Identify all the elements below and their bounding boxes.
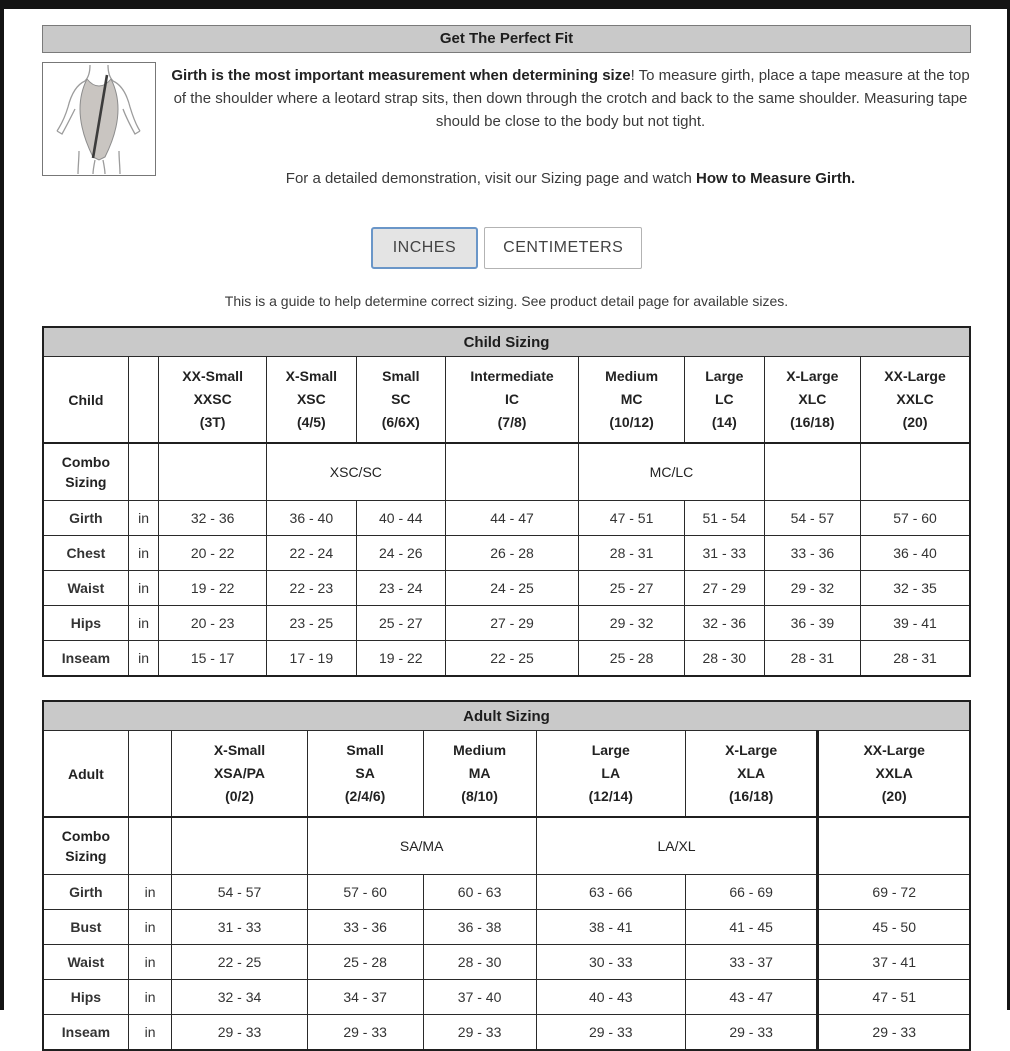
size-range-cell: 34 - 37 (307, 980, 423, 1015)
size-range-cell: 24 - 26 (356, 536, 445, 571)
combo-size-cell: SA/MA (307, 817, 536, 875)
size-range-cell: 39 - 41 (861, 606, 970, 641)
size-range-cell: 51 - 54 (684, 501, 764, 536)
girth-instructions-body: ! To measure girth, place a tape measure at the top of the shoulder where a leotard strap sits, then down through the crotch and back to the same shoulder. Measuring tape should be close to the body but not tight. (173, 67, 970, 130)
combo-unit-cell (128, 443, 159, 501)
unit-cell: in (128, 571, 159, 606)
size-column-header: Medium MC (10/12) (579, 357, 685, 444)
unit-cell: in (128, 875, 172, 910)
size-range-cell: 27 - 29 (684, 571, 764, 606)
measurement-label: Chest (43, 536, 128, 571)
measurement-label: Waist (43, 571, 128, 606)
size-range-cell: 29 - 33 (172, 1015, 307, 1051)
combo-size-cell (764, 443, 860, 501)
size-column-header: X-Large XLC (16/18) (764, 357, 860, 444)
size-range-cell: 37 - 41 (818, 945, 970, 980)
size-range-cell: 31 - 33 (172, 910, 307, 945)
size-range-cell: 37 - 40 (423, 980, 536, 1015)
size-range-cell: 36 - 38 (423, 910, 536, 945)
size-range-cell: 29 - 33 (818, 1015, 970, 1051)
girth-instructions-bold: Girth is the most important measurement when determining size (171, 67, 631, 84)
size-column-header: X-Large XLA (16/18) (685, 731, 818, 818)
unit-cell: in (128, 910, 172, 945)
combo-size-cell: XSC/SC (266, 443, 445, 501)
size-range-cell: 29 - 33 (307, 1015, 423, 1051)
size-range-cell: 23 - 25 (266, 606, 356, 641)
combo-sizing-label: Combo Sizing (43, 443, 128, 501)
size-range-cell: 25 - 27 (579, 571, 685, 606)
combo-sizing-label: Combo Sizing (43, 817, 128, 875)
unit-cell: in (128, 641, 159, 677)
demo-line-bold: How to Measure Girth. (696, 170, 856, 187)
measurement-row (43, 945, 970, 980)
size-range-cell: 29 - 32 (579, 606, 685, 641)
unit-cell: in (128, 501, 159, 536)
measurement-label: Girth (43, 875, 128, 910)
girth-instructions (170, 64, 971, 133)
measurement-row (43, 980, 970, 1015)
table-corner-label: Child (43, 357, 128, 444)
leotard-girth-icon (43, 63, 155, 175)
size-range-cell: 29 - 33 (423, 1015, 536, 1051)
measurement-label: Waist (43, 945, 128, 980)
size-column-header: XX-Large XXLA (20) (818, 731, 970, 818)
combo-size-cell (818, 817, 970, 875)
size-range-cell: 27 - 29 (445, 606, 578, 641)
measurement-row (43, 606, 970, 641)
size-range-cell: 38 - 41 (536, 910, 685, 945)
size-range-cell: 32 - 34 (172, 980, 307, 1015)
unit-cell: in (128, 536, 159, 571)
size-range-cell: 54 - 57 (764, 501, 860, 536)
measurement-row (43, 875, 970, 910)
size-range-cell: 28 - 30 (684, 641, 764, 677)
size-range-cell: 29 - 33 (536, 1015, 685, 1051)
measurement-row (43, 641, 970, 677)
size-column-header: Medium MA (8/10) (423, 731, 536, 818)
table-title: Adult Sizing (43, 701, 970, 731)
page-title: Get The Perfect Fit (42, 25, 971, 53)
size-range-cell: 32 - 35 (861, 571, 970, 606)
size-range-cell: 20 - 22 (159, 536, 267, 571)
size-range-cell: 57 - 60 (861, 501, 970, 536)
unit-column-header (128, 357, 159, 444)
size-range-cell: 69 - 72 (818, 875, 970, 910)
centimeters-button[interactable]: CENTIMETERS (484, 227, 642, 269)
size-range-cell: 36 - 39 (764, 606, 860, 641)
size-range-cell: 41 - 45 (685, 910, 818, 945)
inches-button[interactable]: INCHES (371, 227, 478, 269)
size-range-cell: 28 - 31 (764, 641, 860, 677)
demo-line (170, 167, 971, 190)
unit-cell: in (128, 606, 159, 641)
size-range-cell: 29 - 32 (764, 571, 860, 606)
size-range-cell: 23 - 24 (356, 571, 445, 606)
unit-cell: in (128, 945, 172, 980)
unit-column-header (128, 731, 172, 818)
size-range-cell: 54 - 57 (172, 875, 307, 910)
size-range-cell: 36 - 40 (266, 501, 356, 536)
measurement-row (43, 910, 970, 945)
size-range-cell: 15 - 17 (159, 641, 267, 677)
child-sizing-table (42, 326, 971, 677)
adult-sizing-table (42, 700, 971, 1051)
size-range-cell: 57 - 60 (307, 875, 423, 910)
size-range-cell: 22 - 23 (266, 571, 356, 606)
size-range-cell: 25 - 28 (579, 641, 685, 677)
intro-section (42, 62, 971, 190)
size-range-cell: 60 - 63 (423, 875, 536, 910)
size-column-header: X-Small XSA/PA (0/2) (172, 731, 307, 818)
size-range-cell: 33 - 36 (764, 536, 860, 571)
measurement-row (43, 536, 970, 571)
size-guide-page (4, 9, 1007, 1040)
table-corner-label: Adult (43, 731, 128, 818)
combo-size-cell (159, 443, 267, 501)
measurement-label: Hips (43, 980, 128, 1015)
size-column-header: Large LC (14) (684, 357, 764, 444)
measurement-label: Inseam (43, 641, 128, 677)
size-range-cell: 26 - 28 (445, 536, 578, 571)
size-range-cell: 20 - 23 (159, 606, 267, 641)
child-sizing-table-container (42, 326, 971, 677)
combo-size-cell: LA/XL (536, 817, 818, 875)
combo-size-cell (445, 443, 578, 501)
size-range-cell: 28 - 31 (579, 536, 685, 571)
size-column-header: XX-Small XXSC (3T) (159, 357, 267, 444)
size-range-cell: 28 - 31 (861, 641, 970, 677)
size-range-cell: 45 - 50 (818, 910, 970, 945)
measurement-row (43, 1015, 970, 1051)
size-range-cell: 22 - 25 (172, 945, 307, 980)
combo-size-cell: MC/LC (579, 443, 764, 501)
measurement-label: Hips (43, 606, 128, 641)
size-range-cell: 24 - 25 (445, 571, 578, 606)
size-range-cell: 19 - 22 (356, 641, 445, 677)
combo-unit-cell (128, 817, 172, 875)
size-range-cell: 44 - 47 (445, 501, 578, 536)
unit-cell: in (128, 1015, 172, 1051)
size-column-header: Large LA (12/14) (536, 731, 685, 818)
measurement-row (43, 571, 970, 606)
measurement-label: Inseam (43, 1015, 128, 1051)
demo-line-text: For a detailed demonstration, visit our Sizing page and watch (285, 170, 697, 187)
size-range-cell: 22 - 24 (266, 536, 356, 571)
measurement-label: Girth (43, 501, 128, 536)
size-range-cell: 31 - 33 (684, 536, 764, 571)
size-range-cell: 47 - 51 (818, 980, 970, 1015)
size-range-cell: 25 - 27 (356, 606, 445, 641)
size-column-header: Small SC (6/6X) (356, 357, 445, 444)
adult-sizing-table-container (42, 700, 971, 1051)
intro-text (170, 62, 971, 190)
size-column-header: X-Small XSC (4/5) (266, 357, 356, 444)
size-range-cell: 32 - 36 (684, 606, 764, 641)
size-range-cell: 30 - 33 (536, 945, 685, 980)
leotard-diagram-image (42, 62, 156, 176)
size-range-cell: 19 - 22 (159, 571, 267, 606)
size-range-cell: 47 - 51 (579, 501, 685, 536)
size-column-header: Small SA (2/4/6) (307, 731, 423, 818)
size-range-cell: 36 - 40 (861, 536, 970, 571)
size-range-cell: 40 - 44 (356, 501, 445, 536)
size-range-cell: 32 - 36 (159, 501, 267, 536)
page-frame-top (0, 0, 1010, 9)
sizing-note: This is a guide to help determine correct sizing. See product detail page for available sizes. (224, 293, 789, 309)
size-range-cell: 22 - 25 (445, 641, 578, 677)
measurement-label: Bust (43, 910, 128, 945)
combo-size-cell (172, 817, 307, 875)
size-range-cell: 25 - 28 (307, 945, 423, 980)
size-range-cell: 33 - 37 (685, 945, 818, 980)
measurement-row (43, 501, 970, 536)
unit-cell: in (128, 980, 172, 1015)
size-range-cell: 43 - 47 (685, 980, 818, 1015)
unit-toggle (42, 227, 971, 269)
size-range-cell: 28 - 30 (423, 945, 536, 980)
table-title: Child Sizing (43, 327, 970, 357)
size-column-header: XX-Large XXLC (20) (861, 357, 970, 444)
size-range-cell: 40 - 43 (536, 980, 685, 1015)
size-column-header: Intermediate IC (7/8) (445, 357, 578, 444)
combo-size-cell (861, 443, 970, 501)
size-range-cell: 29 - 33 (685, 1015, 818, 1051)
size-range-cell: 66 - 69 (685, 875, 818, 910)
size-range-cell: 63 - 66 (536, 875, 685, 910)
size-range-cell: 17 - 19 (266, 641, 356, 677)
size-range-cell: 33 - 36 (307, 910, 423, 945)
